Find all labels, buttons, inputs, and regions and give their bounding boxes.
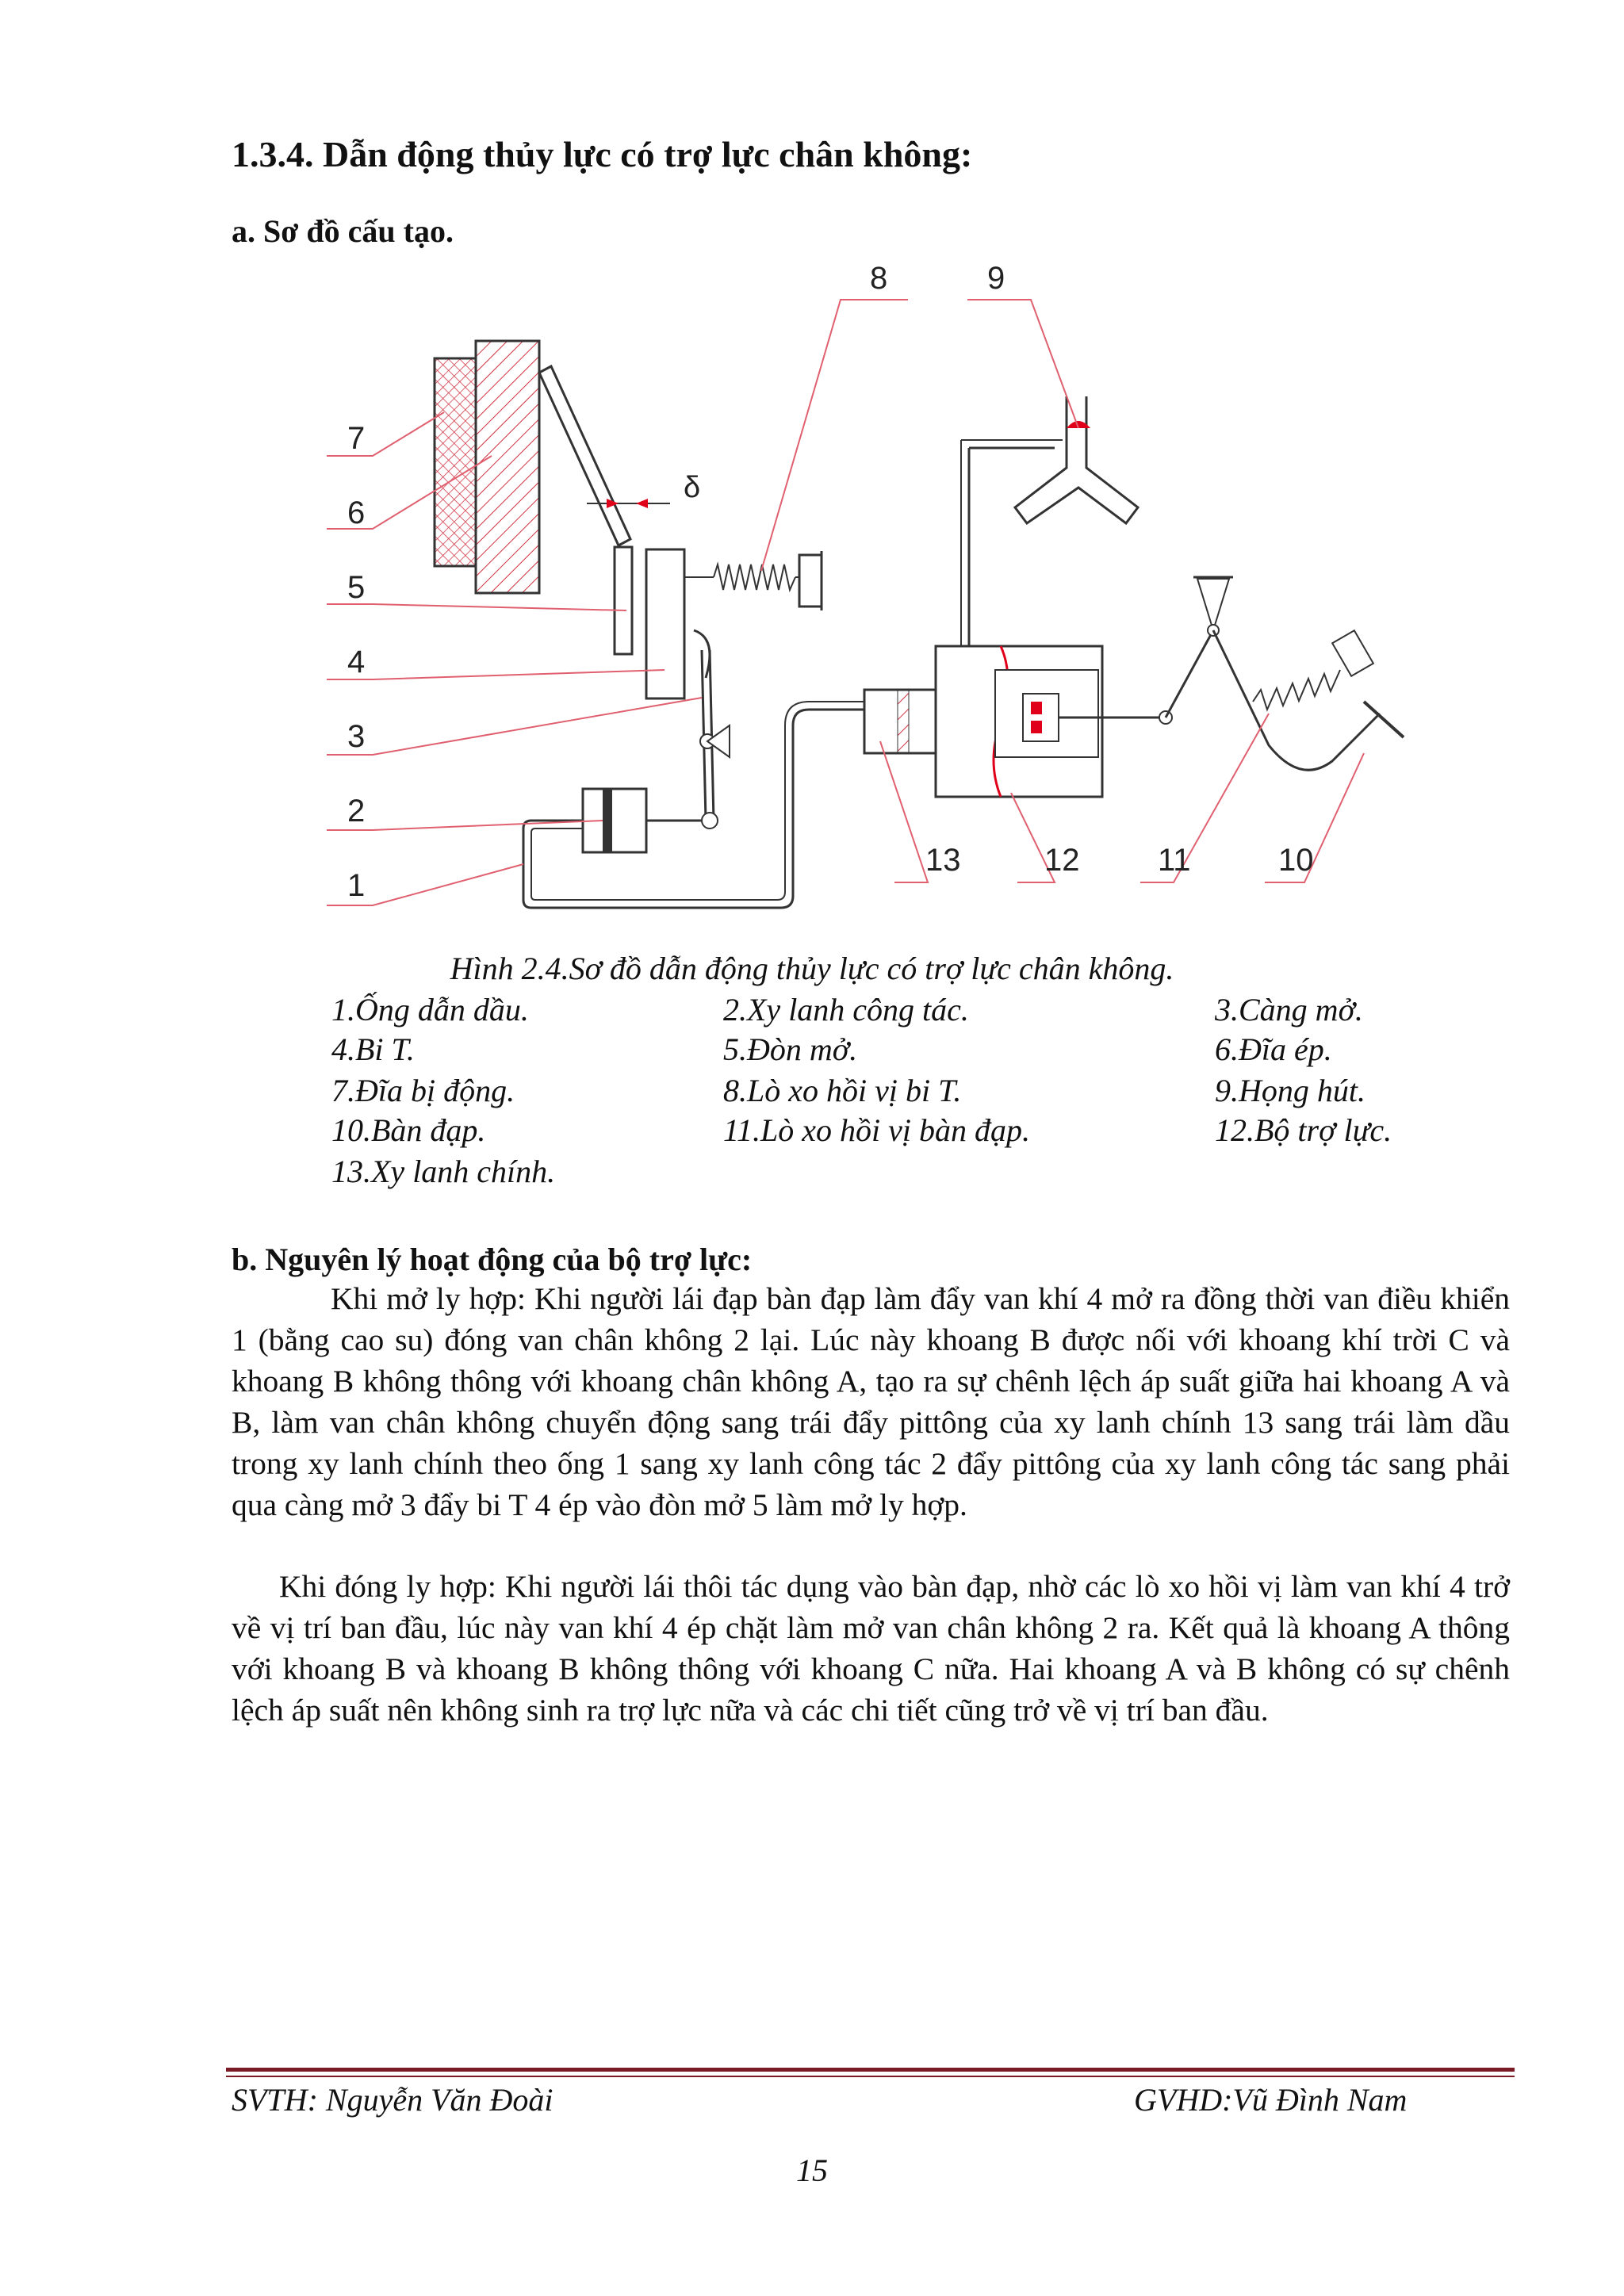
legend-item: 11.Lò xo hồi vị bàn đạp. — [723, 1112, 1031, 1148]
legend-item: 8.Lò xo hồi vị bi T. — [723, 1073, 962, 1108]
subsection-a-heading: a. Sơ đồ cấu tạo. — [232, 213, 454, 249]
diagram-label-5: 5 — [347, 570, 366, 605]
diagram-label-10: 10 — [1278, 843, 1314, 878]
legend-item: 5.Đòn mở. — [723, 1031, 858, 1067]
page-number: 15 — [796, 2152, 828, 2188]
legend-item: 9.Họng hút. — [1215, 1073, 1365, 1108]
diagram-label-11: 11 — [1158, 843, 1191, 878]
section-heading: 1.3.4. Dẫn động thủy lực có trợ lực chân không: — [232, 134, 973, 174]
legend-item: 3.Càng mở. — [1215, 992, 1363, 1027]
diagram-label-1: 1 — [347, 868, 366, 903]
diagram-label-4: 4 — [347, 645, 366, 679]
legend-item: 4.Bi T. — [331, 1031, 415, 1067]
subsection-b-heading: b. Nguyên lý hoạt động của bộ trợ lực: — [232, 1242, 753, 1277]
intake-manifold-shape — [1015, 396, 1138, 523]
footer-rule — [226, 2068, 1515, 2072]
pressure-plate-shape — [476, 341, 539, 593]
legend-item: 2.Xy lanh công tác. — [723, 992, 969, 1027]
paragraph-opening: Khi mở ly hợp: Khi người lái đạp bàn đạp làm đẩy van khí 4 mở ra đồng thời van điều khiển 1 (bằng cao su) đóng van chân không 2 lại. Lúc này khoang B được nối với khoang khí trời C và khoang B không thông với khoang chân không A, tạo ra sự chênh lệch áp suất giữa hai khoang A và B, làm van chân không chuyển động sang trái đẩy pittông của xy lanh chính 13 sang trái làm dầu trong xy lanh chính theo ống 1 sang xy lanh công tác 2 đẩy pittông của xy lanh công tác sang phải qua càng mở 3 đẩy bi T 4 ép vào đòn mở 5 làm mở ly hợp. — [232, 1281, 1510, 1522]
oil-pipe-shape — [523, 702, 864, 908]
legend-item: 6.Đĩa ép. — [1215, 1031, 1332, 1067]
footer-advisor: GVHD:Vũ Đình Nam — [1134, 2082, 1408, 2118]
diagram-label-13: 13 — [925, 843, 961, 878]
legend-item: 13.Xy lanh chính. — [331, 1154, 556, 1189]
diagram-label-7: 7 — [347, 421, 366, 456]
legend-item: 10.Bàn đạp. — [331, 1112, 486, 1148]
footer-rule-thin — [226, 2076, 1515, 2077]
diagram-label-3: 3 — [347, 719, 366, 754]
footer-student: SVTH: Nguyễn Văn Đoài — [232, 2082, 553, 2118]
figure-caption: Hình 2.4.Sơ đồ dẫn động thủy lực có trợ lực chân không. — [450, 951, 1174, 986]
diagram-label-12: 12 — [1044, 843, 1080, 878]
release-bearing-shape — [646, 549, 710, 698]
diagram-label-8: 8 — [870, 261, 888, 296]
driven-disc-shape — [435, 358, 476, 566]
delta-symbol: δ — [684, 471, 701, 504]
legend-item: 1.Ống dẫn dầu. — [331, 992, 529, 1027]
clutch-hydraulic-diagram — [309, 246, 1435, 928]
legend-item: 7.Đĩa bị động. — [331, 1073, 515, 1108]
release-fork-shape — [700, 650, 730, 828]
diagram-label-9: 9 — [987, 261, 1005, 296]
pedal-assembly-shape — [1166, 577, 1404, 770]
paragraph-closing: Khi đóng ly hợp: Khi người lái thôi tác dụng vào bàn đạp, nhờ các lò xo hồi vị làm van khí 4 trở về vị trí ban đầu, lúc này van khí 4 ép chặt làm mở van chân không 2 ra. Kết quả là khoang A thông với khoang B và khoang B không thông với khoang C nữa. Hai khoang A và B không có sự chênh lệch áp suất nên không sinh ra trợ lực nữa và các chi tiết cũng trở về vị trí ban đầu. — [232, 1569, 1510, 1728]
diagram-label-2: 2 — [347, 794, 366, 828]
legend-item: 12.Bộ trợ lực. — [1215, 1112, 1392, 1148]
return-spring-shape — [684, 551, 822, 610]
diagram-label-6: 6 — [347, 496, 366, 530]
